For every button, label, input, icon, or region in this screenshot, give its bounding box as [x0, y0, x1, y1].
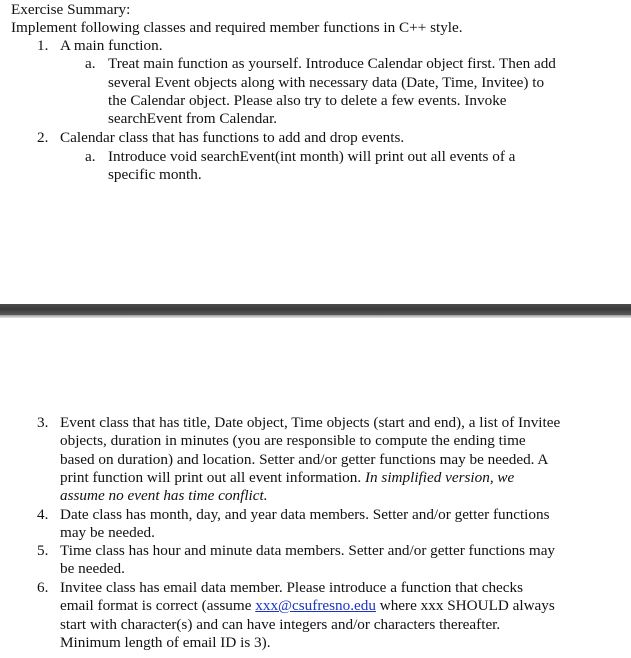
item-1a-line-1: Treat main function as yourself. Introduce Calendar object first. Then add [108, 55, 556, 72]
item-2a-line-1: Introduce void searchEvent(int month) will print out all events of a [108, 148, 516, 165]
item-3-number: 3. [37, 414, 49, 431]
item-6-number: 6. [37, 579, 49, 596]
exercise-title: Exercise Summary: [11, 1, 131, 18]
item-5-line-1: Time class has hour and minute data members. Setter and/or getter functions may [60, 542, 556, 559]
item-1a-line-3: the Calendar object. Please also try to delete a few events. Invoke [108, 92, 507, 109]
email-link[interactable]: xxx@csufresno.edu [255, 597, 376, 614]
item-1a-letter: a. [85, 55, 96, 72]
item-6-line-1: Invitee class has email data member. Please introduce a function that checks [60, 579, 524, 596]
item-3-line-4-text: print function will print out all event information. [60, 469, 365, 486]
item-6-line-3: start with character(s) and can have integers and/or characters thereafter. [60, 616, 501, 633]
item-3-line-4 [60, 469, 514, 487]
item-5-number: 5. [37, 542, 49, 559]
item-2-text: Calendar class that has functions to add and drop events. [60, 129, 405, 146]
item-3-line-1: Event class that has title, Date object, Time objects (start and end), a list of Invitee [60, 414, 561, 431]
item-6-line-2 [60, 597, 555, 615]
item-1a-line-2: several Event objects along with necessary data (Date, Time, Invitee) to [108, 74, 545, 91]
item-5-line-2: be needed. [60, 560, 125, 577]
item-2a-line-2: specific month. [108, 166, 202, 183]
item-3-line-2: objects, duration in minutes (you are responsible to compute the ending time [60, 432, 526, 449]
item-1a-line-4: searchEvent from Calendar. [108, 110, 278, 127]
item-1-number: 1. [37, 37, 49, 54]
item-4-line-2: may be needed. [60, 524, 155, 541]
item-3-line-3: based on duration) and location. Setter and/or getter functions may be needed. A [60, 451, 549, 468]
item-6-line-2-text: email format is correct (assume [60, 597, 256, 614]
item-3-italic-tail: In simplified version, we [364, 469, 515, 486]
item-3-italic-line: assume no event has time conflict. [60, 487, 268, 504]
item-3-line-5 [60, 487, 268, 505]
page-divider [0, 304, 631, 315]
item-6-line-4: Minimum length of email ID is 3). [60, 634, 271, 651]
item-1-text: A main function. [60, 37, 163, 54]
item-6-line-2-tail: where xxx SHOULD always [375, 597, 555, 614]
page-divider-shadow [0, 315, 631, 318]
item-4-line-1: Date class has month, day, and year data members. Setter and/or getter functions [60, 506, 550, 523]
intro-text: Implement following classes and required member functions in C++ style. [11, 19, 463, 36]
item-4-number: 4. [37, 506, 49, 523]
item-2-number: 2. [37, 129, 49, 146]
item-2a-letter: a. [85, 148, 96, 165]
